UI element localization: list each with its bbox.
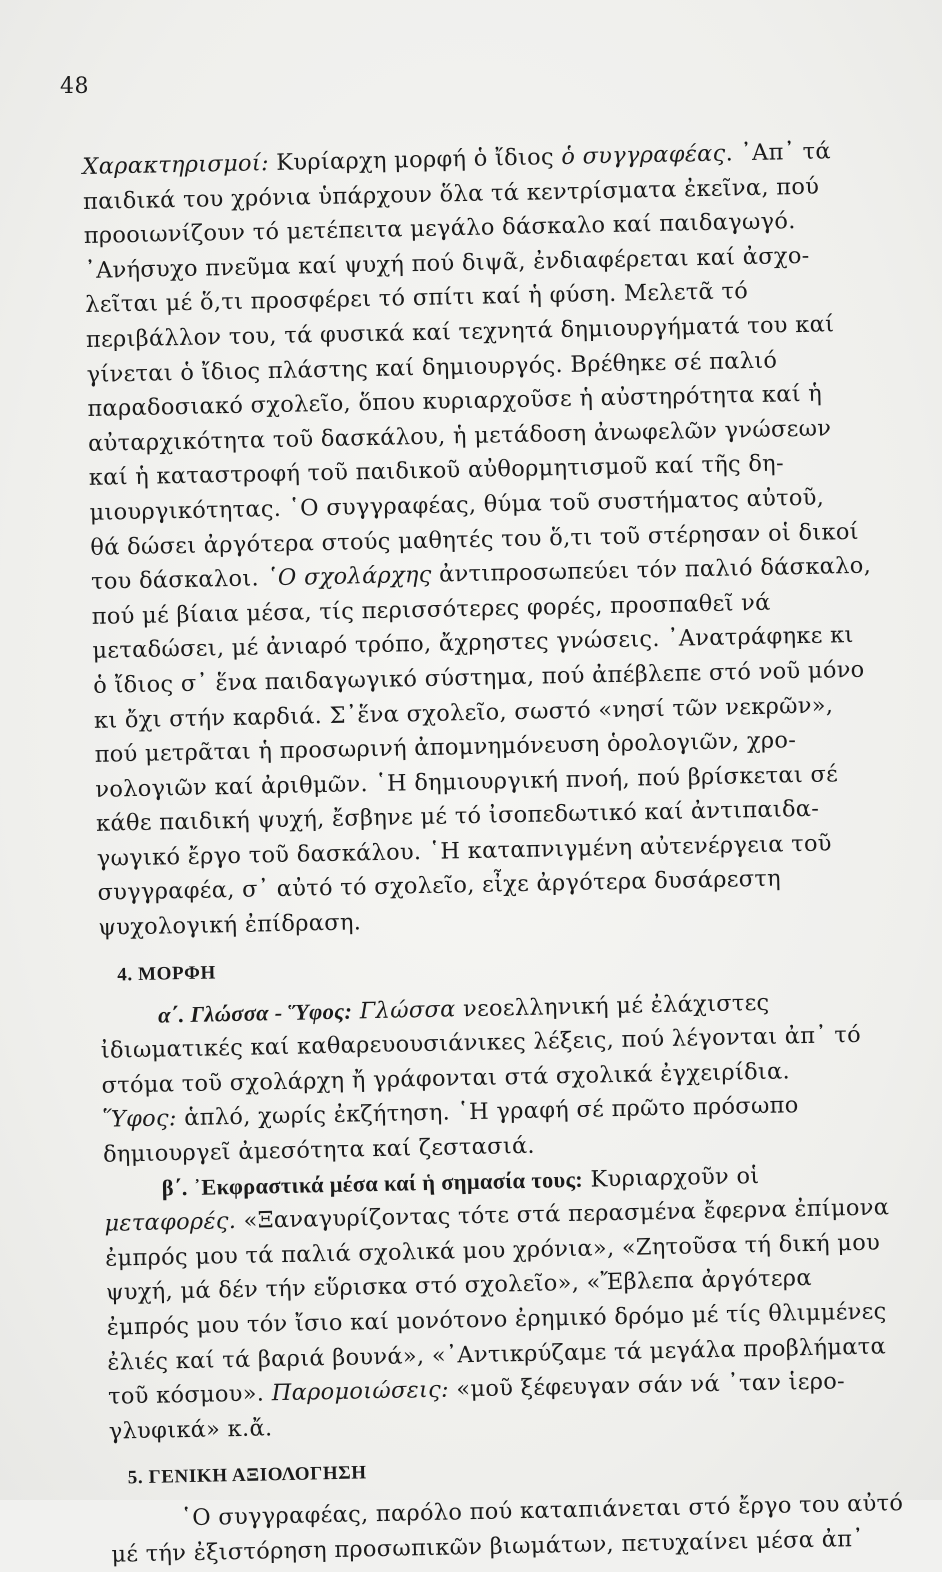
text-line: προοιωνίζουν τό μετέπειτα μεγάλο δάσκαλο καί παιδαγωγό. (83, 208, 796, 250)
text-line: περιβάλλον του, τά φυσικά καί τεχνητά δημιουργήματά του καί (85, 311, 835, 353)
text-line: πού μέ βίαια μέσα, τίς περισσότερες φορές, προσπαθεῖ νά (91, 589, 771, 630)
text-line: ᾿Ανήσυχο πνεῦμα καί ψυχή πού διψᾶ, ἐνδιαφέρεται καί ἀσχο- (84, 242, 810, 284)
text-line: μιουργικότητας. ῾Ο συγγραφέας, θύμα τοῦ συστήματος αὐτοῦ, (89, 484, 825, 526)
language-style-paragraph (100, 983, 903, 1173)
text-line: ψυχή, μά δέν τήν εὕρισκα στό σχολεῖο», «Ἔβλεπα ἀργότερα (105, 1265, 813, 1307)
text-line: α΄. Γλώσσα - Ὕφος: Γλώσσα νεοελληνική μέ ἐλάχιστες (157, 989, 770, 1028)
text-line: καί ἡ καταστροφή τοῦ παιδικοῦ αὐθορμητισμοῦ καί τῆς δη- (88, 450, 785, 492)
characters-paragraph (82, 133, 898, 945)
text-line: παραδοσιακό σχολεῖο, ὅπου κυριαρχοῦσε ἡ αὐστηρότητα καί ἡ (87, 380, 823, 423)
text-line: γίνεται ὁ ἴδιος πλάστης καί δημιουργός. Βρέθηκε σέ παλιό (86, 347, 778, 388)
text-line: Ὕφος: ἁπλό, χωρίς ἐκζήτηση. ῾Η γραφή σέ πρῶτο πρόσωπο (102, 1092, 799, 1134)
text-line: μεταδώσει, μέ ἀνιαρό τρόπο, ἄχρηστες γνώσεις. ᾿Ανατράφηκε κι (92, 622, 854, 665)
text-line: ψυχολογική ἐπίδραση. (98, 909, 362, 941)
text-body (82, 133, 912, 1572)
text-line: γλυφικά» κ.ἄ. (108, 1415, 273, 1445)
text-line: ἐλιές καί τά βαριά βουνά», «᾿Αντικρύζαμε τά μεγάλα προβλήματα (107, 1333, 887, 1376)
characters-label: Χαρακτηρισμοί: (82, 150, 270, 180)
text-line: ἐμπρός μου τά παλιά σχολικά μου χρόνια», «Ζητοῦσα τή δική μου (104, 1229, 881, 1272)
text-line: β΄. ᾿Εκφραστικά μέσα καί ἡ σημασία τους: Κυριαρχοῦν οἱ (161, 1162, 760, 1201)
text-line: τοῦ κόσμου». Παρομοιώσεις: «μοῦ ξέφευγαν σάν νά ᾿ταν ἱερο- (107, 1368, 846, 1410)
text-line: του δάσκαλοι. ῾Ο σχολάρχης ἀντιπροσωπεύει τόν παλιό δάσκαλο, (90, 552, 872, 596)
text-line: θά δώσει ἀργότερα στούς μαθητές του ὅ,τι τοῦ στέρησαν οἱ δικοί (90, 518, 860, 561)
text-line: ὁ ἴδιος σ᾿ ἕνα παιδαγωγικό σύστημα, πού ἀπέβλεπε στό νοῦ μόνο (92, 656, 865, 699)
text-line: ἐμπρός μου τόν ἴσιο καί μονότονο ἐρημικό δρόμο μέ τίς θλιμμένες (106, 1298, 887, 1341)
text-line: στόμα τοῦ σχολάρχη ἤ γράφονται στά σχολικά ἐγχειρίδια. (101, 1058, 791, 1099)
text-line: νολογιῶν καί ἀριθμῶν. ῾Η δημιουργική πνοή, πού βρίσκεται σέ (95, 760, 839, 803)
expressive-means-paragraph (103, 1156, 909, 1449)
text-line: ῾Ο συγγραφέας, παρόλο πού καταπιάνεται στό ἔργο του αὐτό (180, 1490, 904, 1532)
text-line: αὐταρχικότητα τοῦ δασκάλου, ἡ μετάδοση ἀνωφελῶν γνώσεων (87, 415, 832, 457)
text-line: Χαρακτηρισμοί: Κυρίαρχη μορφή ὁ ἴδιος ὁ συγγραφέας. ᾿Απ᾿ τά (82, 138, 832, 180)
language-style-label: α΄. Γλώσσα - Ὕφος: (157, 998, 353, 1028)
section-4-heading: 4. ΜΟΡΦΗ (117, 962, 217, 986)
expressive-means-label: β΄. ᾿Εκφραστικά μέσα καί ἡ σημασία τους: (161, 1166, 584, 1201)
text-line: συγγραφέα, σ᾿ αὐτό τό σχολεῖο, εἶχε ἀργότερα δυσάρεστη (97, 865, 782, 907)
text-line: κι ὄχι στήν καρδιά. Σ᾿ἕνα σχολεῖο, σωστό «νησί τῶν νεκρῶν», (93, 691, 834, 734)
text-line: παιδικά του χρόνια ὑπάρχουν ὅλα τά κεντρίσματα ἐκεῖνα, πού (82, 173, 820, 215)
section-5-heading: 5. ΓΕΝΙΚΗ ΑΞΙΟΛΟΓΗΣΗ (127, 1462, 367, 1489)
text-line: μεταφορές. «Ξαναγυρίζοντας τότε στά περασμένα ἔφερνα ἐπίμονα (104, 1194, 890, 1237)
text-line: κάθε παιδική ψυχή, ἔσβηνε μέ τό ἰσοπεδωτικό καί ἀντιπαιδα- (95, 795, 820, 838)
text-line: δημιουργεῖ ἀμεσότητα καί ζεστασιά. (102, 1132, 536, 1168)
text-line: πού μετρᾶται ἡ προσωρινή ἀπομνημόνευση ὁρολογιῶν, χρο- (94, 727, 797, 768)
text-line: μέ τήν ἐξιστόρηση προσωπικῶν βιωμάτων, πετυχαίνει μέσα ἀπ᾿ (111, 1525, 865, 1568)
text-line: γωγικό ἔργο τοῦ δασκάλου. ῾Η καταπνιγμένη αὐτενέργεια τοῦ (96, 830, 833, 872)
text-line: λεῖται μέ ὅ,τι προσφέρει τό σπίτι καί ἡ φύση. Μελετᾶ τό (84, 278, 749, 319)
text-line: ἰδιωματικές καί καθαρευουσιάνικες λέξεις, πού λέγονται ἀπ᾿ τό (100, 1022, 862, 1065)
page-number: 48 (60, 74, 89, 99)
